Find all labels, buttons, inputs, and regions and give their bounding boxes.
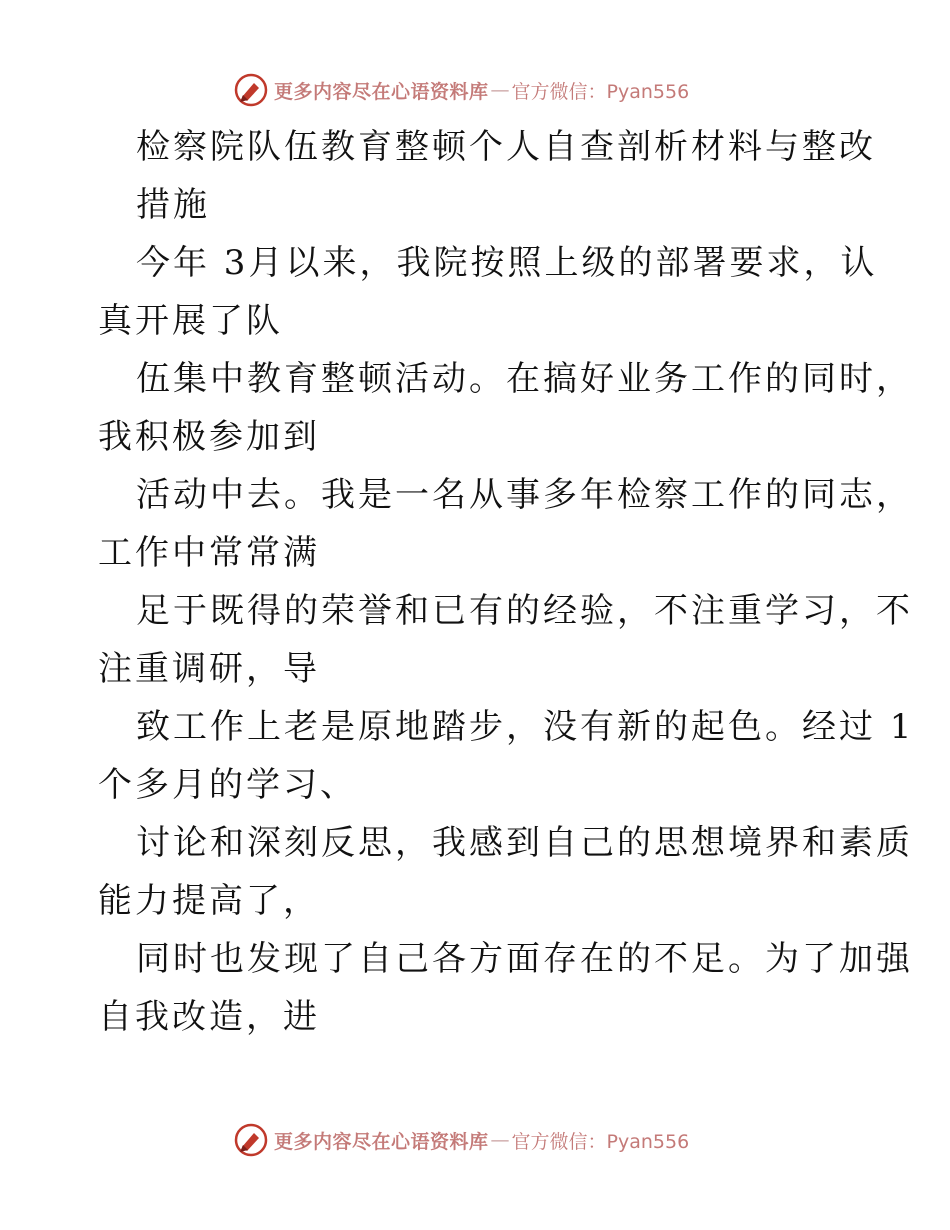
footer-site-text: 更多内容尽在心语资料库 [274, 1130, 489, 1153]
title-line-2: 措施 [136, 185, 210, 225]
header-watermark-banner [234, 72, 689, 108]
pen-logo-icon [234, 1123, 268, 1157]
header-separator: — [490, 79, 510, 101]
paragraph-line: 今年 3月以来，我院按照上级的部署要求，认 [136, 243, 878, 283]
paragraph-line: 活动中去。我是一名从事多年检察工作的同志， [136, 475, 913, 515]
footer-separator: — [490, 1129, 510, 1151]
paragraph-line: 讨论和深刻反思，我感到自己的思想境界和素质 [136, 823, 913, 863]
paragraph-line: 工作中常常满 [98, 533, 320, 573]
header-site-text: 更多内容尽在心语资料库 [274, 80, 489, 103]
paragraph-line: 个多月的学习、 [98, 765, 357, 805]
title-line-1: 检察院队伍教育整顿个人自查剖析材料与整改 [136, 127, 876, 167]
paragraph-line: 我积极参加到 [98, 417, 320, 457]
footer-contact: 官方微信：Pyan556 [511, 1130, 690, 1153]
paragraph-line: 致工作上老是原地踏步，没有新的起色。经过 1 [136, 707, 915, 747]
footer-watermark-banner [234, 1122, 689, 1158]
paragraph-line: 真开展了队 [98, 301, 283, 341]
paragraph-line: 同时也发现了自己各方面存在的不足。为了加强 [136, 939, 913, 979]
document-body [98, 118, 915, 1046]
paragraph-line: 自我改造，进 [98, 997, 320, 1037]
paragraph-line: 伍集中教育整顿活动。在搞好业务工作的同时， [136, 359, 913, 399]
paragraph-line: 足于既得的荣誉和已有的经验，不注重学习，不 [136, 591, 913, 631]
pen-logo-icon [234, 73, 268, 107]
header-contact: 官方微信：Pyan556 [511, 80, 690, 103]
paragraph-line: 能力提高了， [98, 881, 320, 921]
paragraph-line: 注重调研，导 [98, 649, 320, 689]
